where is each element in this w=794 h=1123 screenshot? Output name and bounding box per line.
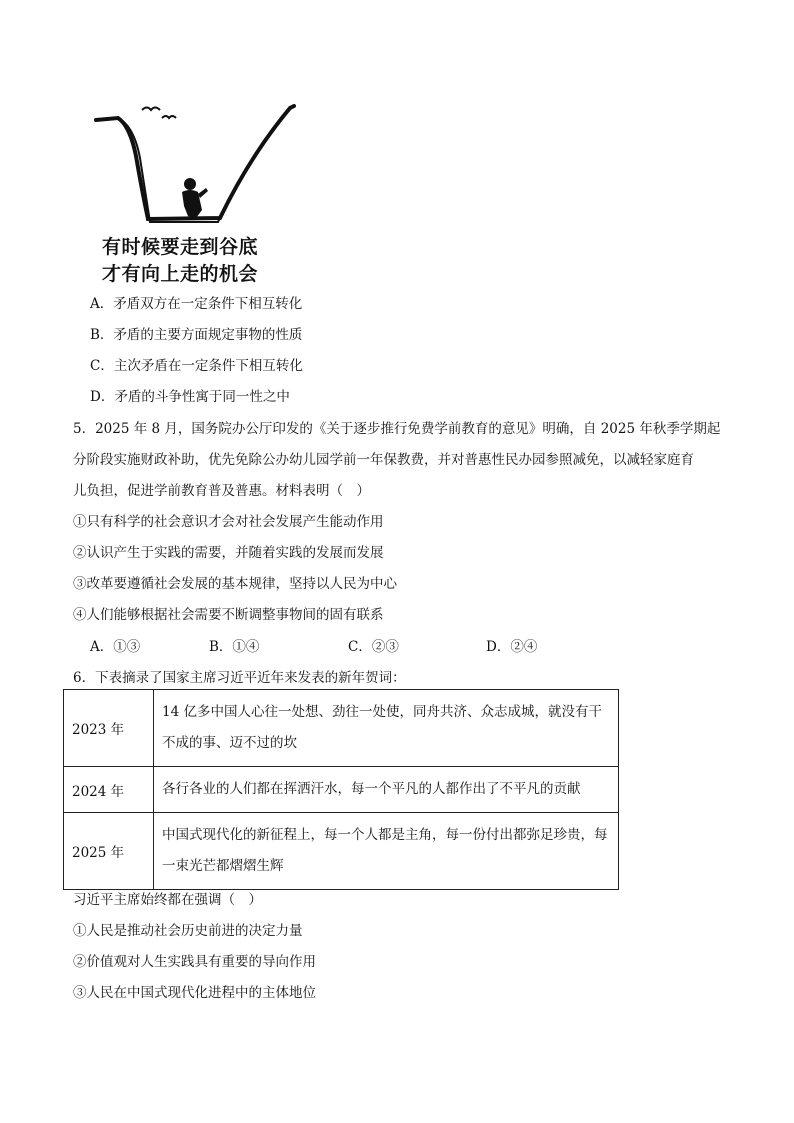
q5-choice-b: B．①④	[209, 639, 260, 655]
q5-stem-line1: 5．2025 年 8 月，国务院办公厅印发的《关于逐步推行免费学前教育的意见》明确，自 2025 年秋季学期起	[73, 421, 721, 437]
q5-item-3: ③改革要遵循社会发展的基本规律，坚持以人民为中心	[73, 576, 397, 592]
q6-item-3: ③人民在中国式现代化进程中的主体地位	[73, 985, 316, 1001]
bird-icon	[142, 108, 160, 111]
q6-stem: 6．下表摘录了国家主席习近平近年来发表的新年贺词：	[73, 670, 406, 686]
table-row	[64, 813, 619, 890]
q5-item-1: ①只有科学的社会意识才会对社会发展产生能动作用	[73, 514, 384, 530]
cartoon-caption-line1: 有时候要走到谷底	[102, 236, 259, 258]
q4-option-b: B．矛盾的主要方面规定事物的性质	[90, 327, 303, 343]
climber-figure	[182, 178, 208, 220]
table-row	[64, 767, 619, 813]
new-year-greetings-table	[63, 689, 619, 890]
q5-item-4: ④人们能够根据社会需要不断调整事物间的固有联系	[73, 607, 384, 623]
q5-item-2: ②认识产生于实践的需要，并随着实践的发展而发展	[73, 545, 384, 561]
q4-option-c: C．主次矛盾在一定条件下相互转化	[90, 358, 303, 374]
q6-item-2: ②价值观对人生实践具有重要的导向作用	[73, 954, 316, 970]
q5-choice-c: C．②③	[348, 639, 399, 655]
bird-icon	[162, 116, 176, 118]
q5-stem-line2: 分阶段实施财政补助，优先免除公办幼儿园学前一年保教费，并对普惠性民办园参照减免，以减轻家庭育	[73, 452, 694, 468]
q5-stem-line3: 儿负担，促进学前教育普及普惠。材料表明（ ）	[73, 483, 370, 499]
table-cell-text: 14 亿多中国人心往一处想、劲往一处使，同舟共济、众志成城，就没有干不成的事、迈不过的坎	[154, 690, 619, 767]
q5-choice-a: A．①③	[90, 639, 141, 655]
q6-question: 习近平主席始终都在强调（ ）	[73, 892, 262, 908]
q6-item-1: ①人民是推动社会历史前进的决定力量	[73, 923, 303, 939]
cartoon-caption-line2: 才有向上走的机会	[102, 263, 259, 285]
q4-option-d: D．矛盾的斗争性寓于同一性之中	[90, 389, 290, 405]
table-row	[64, 690, 619, 767]
table-cell-text: 各行各业的人们都在挥洒汗水，每一个平凡的人都作出了不平凡的贡献	[154, 767, 619, 813]
table-cell-year: 2023 年	[64, 690, 154, 767]
table-cell-year: 2025 年	[64, 813, 154, 890]
q4-option-a: A．矛盾双方在一定条件下相互转化	[90, 296, 303, 312]
table-cell-year: 2024 年	[64, 767, 154, 813]
table-cell-text: 中国式现代化的新征程上，每一个人都是主角，每一份付出都弥足珍贵，每一束光芒都熠熠生辉	[154, 813, 619, 890]
q5-choice-d: D．②④	[486, 639, 538, 655]
